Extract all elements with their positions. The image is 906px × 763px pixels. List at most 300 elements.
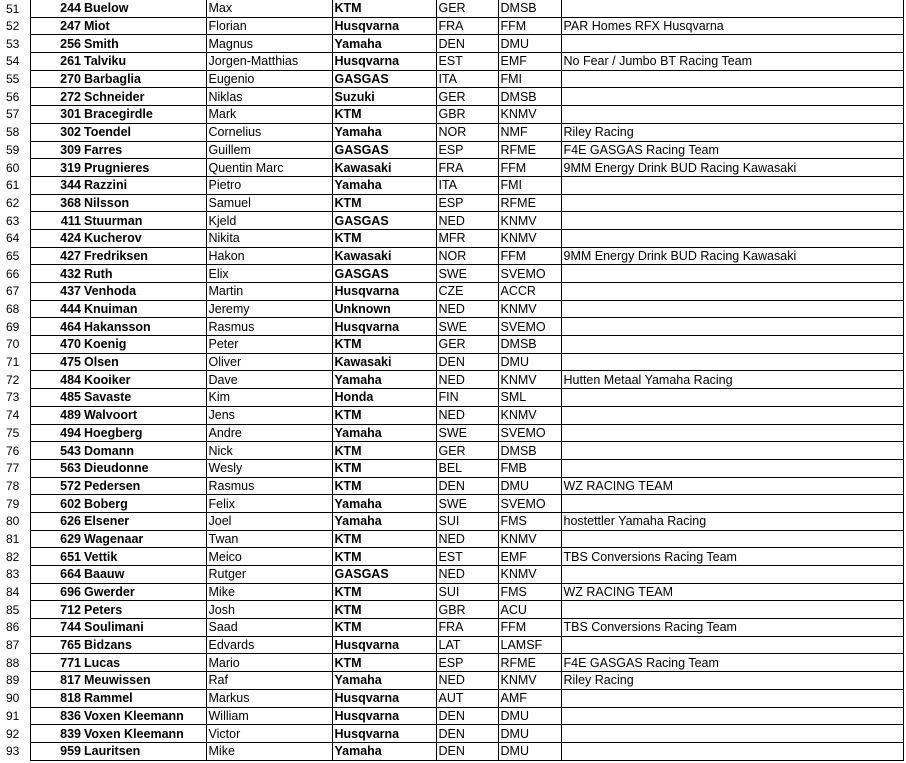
bike-make[interactable]: Yamaha <box>332 371 436 389</box>
bike-make[interactable]: Husqvarna <box>332 318 436 336</box>
nationality[interactable]: BEL <box>436 459 498 477</box>
rider-number[interactable]: 489 <box>30 406 82 424</box>
nationality[interactable]: FIN <box>436 389 498 407</box>
rider-number[interactable]: 626 <box>30 512 82 530</box>
federation[interactable]: DMU <box>498 742 561 760</box>
rider-number[interactable]: 302 <box>30 123 82 141</box>
team-name[interactable] <box>561 636 903 654</box>
nationality[interactable]: ESP <box>436 654 498 672</box>
rider-number[interactable]: 765 <box>30 636 82 654</box>
federation[interactable]: FMB <box>498 459 561 477</box>
federation[interactable]: SVEMO <box>498 265 561 283</box>
bike-make[interactable]: KTM <box>332 477 436 495</box>
federation[interactable]: RFME <box>498 141 561 159</box>
row-number[interactable]: 93 <box>6 744 20 759</box>
federation[interactable]: DMSB <box>498 0 561 17</box>
rider-last-name[interactable]: Savaste <box>82 389 206 407</box>
team-name[interactable] <box>561 265 903 283</box>
rider-number[interactable]: 411 <box>30 212 82 230</box>
rider-last-name[interactable]: Olsen <box>82 353 206 371</box>
bike-make[interactable]: KTM <box>332 336 436 354</box>
rider-last-name[interactable]: Toendel <box>82 123 206 141</box>
team-name[interactable]: F4E GASGAS Racing Team <box>561 654 903 672</box>
bike-make[interactable]: Kawasaki <box>332 159 436 177</box>
team-name[interactable] <box>561 530 903 548</box>
federation[interactable]: NMF <box>498 123 561 141</box>
row-number[interactable]: 51 <box>6 1 20 16</box>
rider-first-name[interactable]: Josh <box>206 601 332 619</box>
bike-make[interactable]: Honda <box>332 389 436 407</box>
rider-last-name[interactable]: Farres <box>82 141 206 159</box>
federation[interactable]: DMU <box>498 353 561 371</box>
team-name[interactable] <box>561 406 903 424</box>
rider-last-name[interactable]: Peters <box>82 601 206 619</box>
rider-first-name[interactable]: Mike <box>206 583 332 601</box>
rider-last-name[interactable]: Fredriksen <box>82 247 206 265</box>
federation[interactable]: KNMV <box>498 566 561 584</box>
team-name[interactable] <box>561 424 903 442</box>
rider-last-name[interactable]: Hoegberg <box>82 424 206 442</box>
rider-number[interactable]: 427 <box>30 247 82 265</box>
row-number[interactable]: 75 <box>6 425 20 440</box>
row-number[interactable]: 70 <box>6 337 20 352</box>
rider-first-name[interactable]: Peter <box>206 336 332 354</box>
rider-last-name[interactable]: Kucherov <box>82 229 206 247</box>
team-name[interactable]: TBS Conversions Racing Team <box>561 548 903 566</box>
bike-make[interactable]: Kawasaki <box>332 247 436 265</box>
rider-first-name[interactable]: Florian <box>206 17 332 35</box>
row-number[interactable]: 79 <box>6 496 20 511</box>
rider-number[interactable]: 261 <box>30 53 82 71</box>
nationality[interactable]: LAT <box>436 636 498 654</box>
bike-make[interactable]: Yamaha <box>332 495 436 513</box>
rider-last-name[interactable]: Barbaglia <box>82 70 206 88</box>
rider-number[interactable]: 563 <box>30 459 82 477</box>
nationality[interactable]: DEN <box>436 477 498 495</box>
rider-first-name[interactable]: Mario <box>206 654 332 672</box>
bike-make[interactable]: KTM <box>332 530 436 548</box>
row-number[interactable]: 54 <box>6 54 20 69</box>
team-name[interactable]: Hutten Metaal Yamaha Racing <box>561 371 903 389</box>
nationality[interactable]: GER <box>436 88 498 106</box>
nationality[interactable]: GER <box>436 442 498 460</box>
team-name[interactable] <box>561 176 903 194</box>
team-name[interactable]: WZ RACING TEAM <box>561 477 903 495</box>
bike-make[interactable]: Husqvarna <box>332 283 436 301</box>
nationality[interactable]: EST <box>436 53 498 71</box>
rider-number[interactable]: 475 <box>30 353 82 371</box>
rider-last-name[interactable]: Lucas <box>82 654 206 672</box>
rider-number[interactable]: 368 <box>30 194 82 212</box>
rider-first-name[interactable]: Victor <box>206 725 332 743</box>
nationality[interactable]: FRA <box>436 159 498 177</box>
rider-last-name[interactable]: Prugnieres <box>82 159 206 177</box>
rider-first-name[interactable]: Max <box>206 0 332 17</box>
rider-first-name[interactable]: Martin <box>206 283 332 301</box>
row-number[interactable]: 86 <box>6 620 20 635</box>
rider-last-name[interactable]: Wagenaar <box>82 530 206 548</box>
row-number[interactable]: 65 <box>6 248 20 263</box>
nationality[interactable]: FRA <box>436 619 498 637</box>
federation[interactable]: KNMV <box>498 530 561 548</box>
row-number[interactable]: 52 <box>6 19 20 34</box>
federation[interactable]: KNMV <box>498 300 561 318</box>
rider-last-name[interactable]: Ruth <box>82 265 206 283</box>
rider-first-name[interactable]: Quentin Marc <box>206 159 332 177</box>
nationality[interactable]: SWE <box>436 495 498 513</box>
team-name[interactable] <box>561 353 903 371</box>
nationality[interactable]: ESP <box>436 141 498 159</box>
rider-first-name[interactable]: Jeremy <box>206 300 332 318</box>
bike-make[interactable]: KTM <box>332 583 436 601</box>
bike-make[interactable]: KTM <box>332 459 436 477</box>
rider-last-name[interactable]: Buelow <box>82 0 206 17</box>
nationality[interactable]: SWE <box>436 265 498 283</box>
nationality[interactable]: SUI <box>436 583 498 601</box>
bike-make[interactable]: KTM <box>332 406 436 424</box>
rider-number[interactable]: 744 <box>30 619 82 637</box>
bike-make[interactable]: KTM <box>332 654 436 672</box>
team-name[interactable] <box>561 283 903 301</box>
federation[interactable]: KNMV <box>498 229 561 247</box>
row-number[interactable]: 69 <box>6 319 20 334</box>
nationality[interactable]: NOR <box>436 123 498 141</box>
nationality[interactable]: NOR <box>436 247 498 265</box>
rider-first-name[interactable]: Magnus <box>206 35 332 53</box>
federation[interactable]: KNMV <box>498 672 561 690</box>
rider-last-name[interactable]: Dieudonne <box>82 459 206 477</box>
federation[interactable]: SVEMO <box>498 495 561 513</box>
federation[interactable]: FFM <box>498 17 561 35</box>
rider-number[interactable]: 444 <box>30 300 82 318</box>
rider-last-name[interactable]: Schneider <box>82 88 206 106</box>
rider-last-name[interactable]: Elsener <box>82 512 206 530</box>
rider-number[interactable]: 270 <box>30 70 82 88</box>
row-number[interactable]: 60 <box>6 160 20 175</box>
team-name[interactable]: No Fear / Jumbo BT Racing Team <box>561 53 903 71</box>
bike-make[interactable]: KTM <box>332 619 436 637</box>
team-name[interactable] <box>561 566 903 584</box>
federation[interactable]: SVEMO <box>498 318 561 336</box>
team-name[interactable] <box>561 229 903 247</box>
nationality[interactable]: ITA <box>436 176 498 194</box>
row-number[interactable]: 72 <box>6 372 20 387</box>
federation[interactable]: DMSB <box>498 336 561 354</box>
rider-number[interactable]: 664 <box>30 566 82 584</box>
rider-first-name[interactable]: Wesly <box>206 459 332 477</box>
bike-make[interactable]: KTM <box>332 106 436 124</box>
row-number[interactable]: 84 <box>6 585 20 600</box>
rider-first-name[interactable]: Mark <box>206 106 332 124</box>
rider-last-name[interactable]: Kooiker <box>82 371 206 389</box>
row-number[interactable]: 63 <box>6 213 20 228</box>
rider-number[interactable]: 959 <box>30 742 82 760</box>
team-name[interactable] <box>561 336 903 354</box>
rider-first-name[interactable]: Jens <box>206 406 332 424</box>
rider-first-name[interactable]: Dave <box>206 371 332 389</box>
federation[interactable]: ACCR <box>498 283 561 301</box>
rider-first-name[interactable]: Edvards <box>206 636 332 654</box>
nationality[interactable]: EST <box>436 548 498 566</box>
federation[interactable]: DMU <box>498 725 561 743</box>
rider-first-name[interactable]: Guillem <box>206 141 332 159</box>
rider-number[interactable]: 602 <box>30 495 82 513</box>
federation[interactable]: SVEMO <box>498 424 561 442</box>
federation[interactable]: KNMV <box>498 106 561 124</box>
bike-make[interactable]: Yamaha <box>332 35 436 53</box>
rider-last-name[interactable]: Nilsson <box>82 194 206 212</box>
rider-last-name[interactable]: Talviku <box>82 53 206 71</box>
row-number[interactable]: 78 <box>6 478 20 493</box>
rider-first-name[interactable]: Mike <box>206 742 332 760</box>
federation[interactable]: DMU <box>498 35 561 53</box>
rider-last-name[interactable]: Voxen Kleemann <box>82 707 206 725</box>
row-number[interactable]: 67 <box>6 284 20 299</box>
bike-make[interactable]: GASGAS <box>332 212 436 230</box>
row-number[interactable]: 73 <box>6 390 20 405</box>
row-number[interactable]: 56 <box>6 89 20 104</box>
row-number[interactable]: 66 <box>6 266 20 281</box>
rider-number[interactable]: 712 <box>30 601 82 619</box>
team-name[interactable] <box>561 0 903 17</box>
rider-first-name[interactable]: Meico <box>206 548 332 566</box>
rider-last-name[interactable]: Miot <box>82 17 206 35</box>
rider-last-name[interactable]: Meuwissen <box>82 672 206 690</box>
rider-number[interactable]: 247 <box>30 17 82 35</box>
bike-make[interactable]: Yamaha <box>332 176 436 194</box>
rider-first-name[interactable]: Twan <box>206 530 332 548</box>
nationality[interactable]: NED <box>436 566 498 584</box>
row-number[interactable]: 82 <box>6 549 20 564</box>
rider-last-name[interactable]: Stuurman <box>82 212 206 230</box>
team-name[interactable]: Riley Racing <box>561 672 903 690</box>
nationality[interactable]: DEN <box>436 742 498 760</box>
bike-make[interactable]: Husqvarna <box>332 707 436 725</box>
team-name[interactable] <box>561 88 903 106</box>
row-number[interactable]: 55 <box>6 72 20 87</box>
team-name[interactable] <box>561 601 903 619</box>
rider-last-name[interactable]: Bidzans <box>82 636 206 654</box>
row-number[interactable]: 57 <box>6 107 20 122</box>
rider-first-name[interactable]: Hakon <box>206 247 332 265</box>
rider-number[interactable]: 494 <box>30 424 82 442</box>
rider-number[interactable]: 437 <box>30 283 82 301</box>
team-name[interactable] <box>561 212 903 230</box>
rider-first-name[interactable]: Kim <box>206 389 332 407</box>
team-name[interactable]: WZ RACING TEAM <box>561 583 903 601</box>
bike-make[interactable]: Husqvarna <box>332 636 436 654</box>
nationality[interactable]: AUT <box>436 689 498 707</box>
nationality[interactable]: SUI <box>436 512 498 530</box>
rider-number[interactable]: 244 <box>30 0 82 17</box>
rider-first-name[interactable]: Jorgen-Matthias <box>206 53 332 71</box>
rider-last-name[interactable]: Smith <box>82 35 206 53</box>
federation[interactable]: EMF <box>498 548 561 566</box>
row-number[interactable]: 88 <box>6 655 20 670</box>
team-name[interactable] <box>561 459 903 477</box>
row-number[interactable]: 62 <box>6 195 20 210</box>
rider-first-name[interactable]: Nick <box>206 442 332 460</box>
team-name[interactable] <box>561 442 903 460</box>
rider-last-name[interactable]: Soulimani <box>82 619 206 637</box>
rider-number[interactable]: 484 <box>30 371 82 389</box>
federation[interactable]: DMSB <box>498 442 561 460</box>
bike-make[interactable]: Husqvarna <box>332 53 436 71</box>
federation[interactable]: FFM <box>498 619 561 637</box>
rider-number[interactable]: 771 <box>30 654 82 672</box>
rider-last-name[interactable]: Hakansson <box>82 318 206 336</box>
nationality[interactable]: DEN <box>436 707 498 725</box>
bike-make[interactable]: Yamaha <box>332 123 436 141</box>
federation[interactable]: FMI <box>498 70 561 88</box>
rider-first-name[interactable]: Oliver <box>206 353 332 371</box>
nationality[interactable]: NED <box>436 406 498 424</box>
rider-last-name[interactable]: Vettik <box>82 548 206 566</box>
bike-make[interactable]: GASGAS <box>332 70 436 88</box>
rider-number[interactable]: 432 <box>30 265 82 283</box>
rider-first-name[interactable]: Joel <box>206 512 332 530</box>
rider-first-name[interactable]: Saad <box>206 619 332 637</box>
federation[interactable]: KNMV <box>498 212 561 230</box>
team-name[interactable]: 9MM Energy Drink BUD Racing Kawasaki <box>561 159 903 177</box>
federation[interactable]: DMU <box>498 707 561 725</box>
bike-make[interactable]: KTM <box>332 548 436 566</box>
team-name[interactable] <box>561 300 903 318</box>
row-number[interactable]: 91 <box>6 708 20 723</box>
rider-number[interactable]: 572 <box>30 477 82 495</box>
bike-make[interactable]: Yamaha <box>332 742 436 760</box>
row-number[interactable]: 81 <box>6 531 20 546</box>
federation[interactable]: DMSB <box>498 88 561 106</box>
row-number[interactable]: 76 <box>6 443 20 458</box>
bike-make[interactable]: KTM <box>332 601 436 619</box>
federation[interactable]: RFME <box>498 194 561 212</box>
row-number[interactable]: 59 <box>6 142 20 157</box>
federation[interactable]: DMU <box>498 477 561 495</box>
rider-number[interactable]: 836 <box>30 707 82 725</box>
rider-number[interactable]: 543 <box>30 442 82 460</box>
bike-make[interactable]: Husqvarna <box>332 689 436 707</box>
bike-make[interactable]: GASGAS <box>332 265 436 283</box>
nationality[interactable]: NED <box>436 371 498 389</box>
rider-number[interactable]: 818 <box>30 689 82 707</box>
team-name[interactable] <box>561 194 903 212</box>
bike-make[interactable]: KTM <box>332 442 436 460</box>
rider-last-name[interactable]: Walvoort <box>82 406 206 424</box>
nationality[interactable]: GBR <box>436 601 498 619</box>
federation[interactable]: FFM <box>498 159 561 177</box>
nationality[interactable]: DEN <box>436 35 498 53</box>
nationality[interactable]: DEN <box>436 725 498 743</box>
bike-make[interactable]: Yamaha <box>332 512 436 530</box>
nationality[interactable]: SWE <box>436 424 498 442</box>
rider-first-name[interactable]: Markus <box>206 689 332 707</box>
nationality[interactable]: NED <box>436 672 498 690</box>
bike-make[interactable]: Suzuki <box>332 88 436 106</box>
row-number[interactable]: 92 <box>6 726 20 741</box>
team-name[interactable] <box>561 70 903 88</box>
row-number[interactable]: 80 <box>6 514 20 529</box>
nationality[interactable]: CZE <box>436 283 498 301</box>
rider-last-name[interactable]: Gwerder <box>82 583 206 601</box>
rider-number[interactable]: 309 <box>30 141 82 159</box>
federation[interactable]: LAMSF <box>498 636 561 654</box>
nationality[interactable]: NED <box>436 300 498 318</box>
rider-number[interactable]: 629 <box>30 530 82 548</box>
team-name[interactable] <box>561 495 903 513</box>
rider-first-name[interactable]: Cornelius <box>206 123 332 141</box>
row-number[interactable]: 53 <box>6 36 20 51</box>
rider-number[interactable]: 696 <box>30 583 82 601</box>
rider-number[interactable]: 424 <box>30 229 82 247</box>
federation[interactable]: AMF <box>498 689 561 707</box>
bike-make[interactable]: Yamaha <box>332 424 436 442</box>
rider-first-name[interactable]: Rasmus <box>206 477 332 495</box>
rider-first-name[interactable]: Raf <box>206 672 332 690</box>
team-name[interactable]: PAR Homes RFX Husqvarna <box>561 17 903 35</box>
rider-last-name[interactable]: Lauritsen <box>82 742 206 760</box>
team-name[interactable] <box>561 725 903 743</box>
federation[interactable]: EMF <box>498 53 561 71</box>
rider-first-name[interactable]: Eugenio <box>206 70 332 88</box>
rider-first-name[interactable]: Nikita <box>206 229 332 247</box>
rider-last-name[interactable]: Koenig <box>82 336 206 354</box>
row-number[interactable]: 68 <box>6 302 20 317</box>
bike-make[interactable]: Kawasaki <box>332 353 436 371</box>
row-number[interactable]: 64 <box>6 231 20 246</box>
rider-first-name[interactable]: Elix <box>206 265 332 283</box>
nationality[interactable]: GER <box>436 336 498 354</box>
team-name[interactable] <box>561 318 903 336</box>
rider-number[interactable]: 464 <box>30 318 82 336</box>
row-number[interactable]: 74 <box>6 408 20 423</box>
rider-last-name[interactable]: Venhoda <box>82 283 206 301</box>
rider-last-name[interactable]: Knuiman <box>82 300 206 318</box>
bike-make[interactable]: Yamaha <box>332 672 436 690</box>
federation[interactable]: KNMV <box>498 371 561 389</box>
nationality[interactable]: DEN <box>436 353 498 371</box>
rider-first-name[interactable]: Andre <box>206 424 332 442</box>
rider-last-name[interactable]: Domann <box>82 442 206 460</box>
rider-number[interactable]: 817 <box>30 672 82 690</box>
team-name[interactable]: Riley Racing <box>561 123 903 141</box>
rider-first-name[interactable]: Pietro <box>206 176 332 194</box>
rider-last-name[interactable]: Voxen Kleemann <box>82 725 206 743</box>
team-name[interactable] <box>561 106 903 124</box>
nationality[interactable]: GER <box>436 0 498 17</box>
rider-number[interactable]: 301 <box>30 106 82 124</box>
bike-make[interactable]: Husqvarna <box>332 725 436 743</box>
bike-make[interactable]: Unknown <box>332 300 436 318</box>
team-name[interactable] <box>561 742 903 760</box>
rider-first-name[interactable]: Samuel <box>206 194 332 212</box>
row-number[interactable]: 83 <box>6 567 20 582</box>
federation[interactable]: ACU <box>498 601 561 619</box>
row-number[interactable]: 58 <box>6 125 20 140</box>
nationality[interactable]: MFR <box>436 229 498 247</box>
team-name[interactable] <box>561 707 903 725</box>
row-number[interactable]: 87 <box>6 638 20 653</box>
row-number[interactable]: 85 <box>6 602 20 617</box>
row-number[interactable]: 77 <box>6 461 20 476</box>
team-name[interactable]: TBS Conversions Racing Team <box>561 619 903 637</box>
rider-first-name[interactable]: Felix <box>206 495 332 513</box>
federation[interactable]: FMS <box>498 512 561 530</box>
row-number[interactable]: 90 <box>6 691 20 706</box>
rider-number[interactable]: 485 <box>30 389 82 407</box>
federation[interactable]: RFME <box>498 654 561 672</box>
rider-first-name[interactable]: Niklas <box>206 88 332 106</box>
